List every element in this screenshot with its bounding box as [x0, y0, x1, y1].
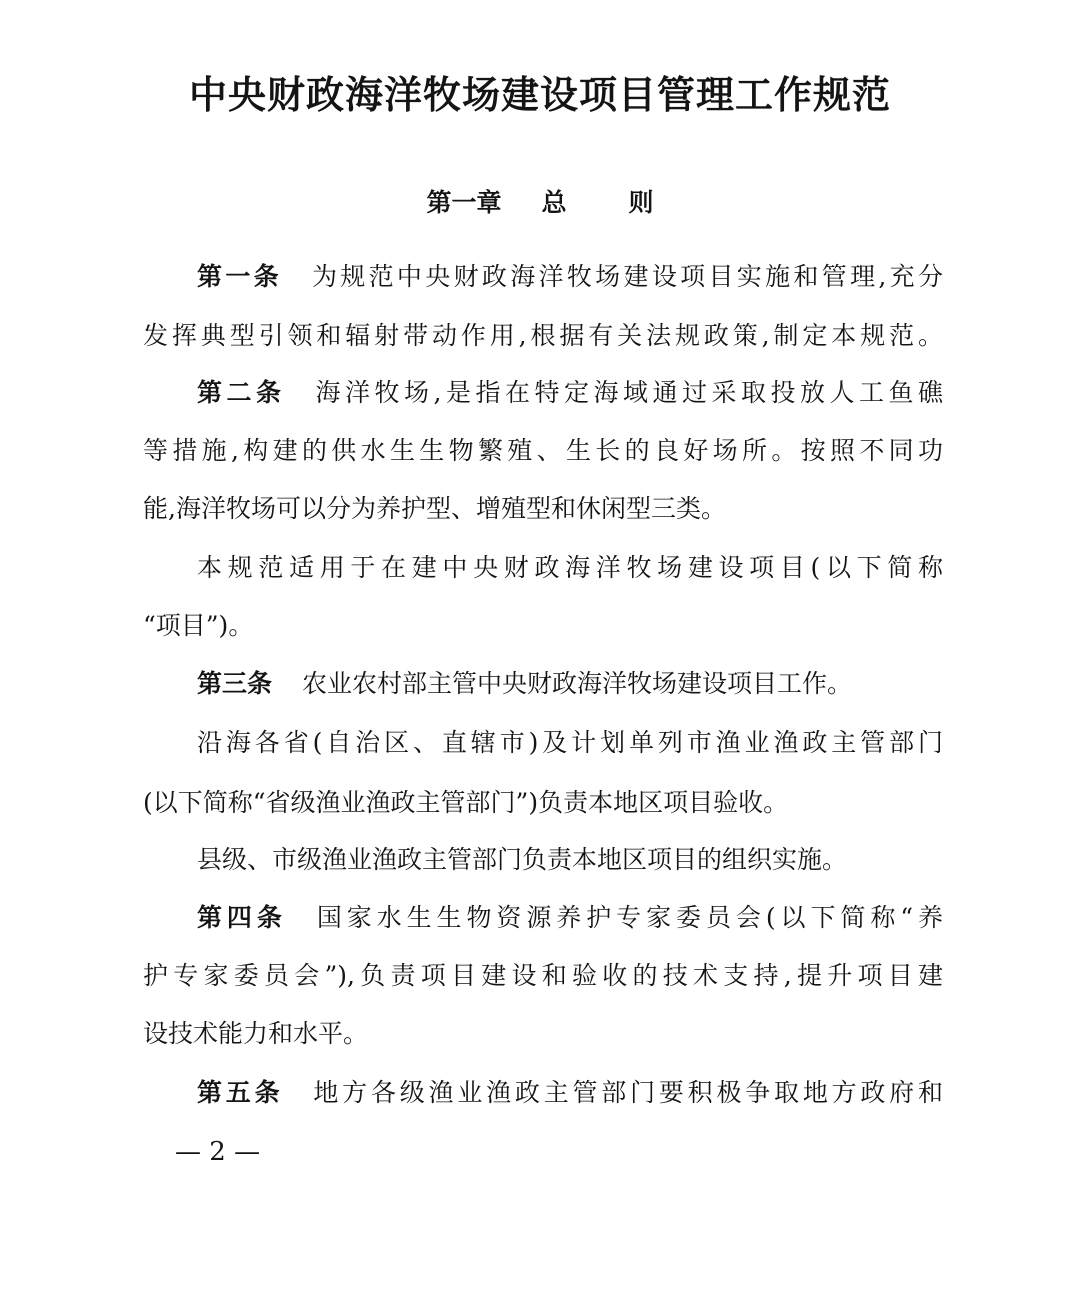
article-4-label: 第四条	[197, 903, 287, 932]
scope-line-1: 本规范适用于在建中央财政海洋牧场建设项目(以下简称	[197, 553, 943, 582]
article-1-text-1: 为规范中央财政海洋牧场建设项目实施和管理,充分	[311, 262, 943, 291]
scope-line-2: “项目”)。	[143, 611, 254, 640]
article-4-text-1: 国家水生生物资源养护专家委员会(以下简称“养	[316, 903, 943, 932]
article-1-line-1	[197, 260, 943, 294]
page-number: — 2 —	[175, 1137, 261, 1167]
article-5-label: 第五条	[197, 1078, 284, 1107]
article-2-line-1	[197, 376, 943, 410]
article-3-text-1: 农业农村部主管中央财政海洋牧场建设项目工作。	[302, 669, 853, 698]
article-5-text-1: 地方各级渔业渔政主管部门要积极争取地方政府和	[313, 1078, 943, 1107]
chapter-label: 第一章	[426, 188, 502, 217]
article-4-line-1	[197, 901, 943, 935]
provincial-line-2: (以下简称“省级渔业渔政主管部门”)负责本地区项目验收。	[143, 788, 789, 817]
chapter-name-part1: 总	[541, 188, 567, 217]
article-1-label: 第一条	[197, 262, 282, 291]
provincial-line-1: 沿海各省(自治区、直辖市)及计划单列市渔业渔政主管部门	[197, 728, 943, 757]
article-3-line-1	[197, 667, 943, 701]
article-2-text-1: 海洋牧场,是指在特定海域通过采取投放人工鱼礁	[315, 378, 943, 407]
document-title: 中央财政海洋牧场建设项目管理工作规范	[188, 72, 891, 117]
chapter-name-part2: 则	[628, 188, 654, 217]
article-4-line-3: 设技术能力和水平。	[143, 1019, 369, 1048]
article-3-label: 第三条	[197, 669, 273, 698]
article-4-line-2: 护专家委员会”),负责项目建设和验收的技术支持,提升项目建	[143, 961, 943, 990]
chapter-heading	[0, 183, 1080, 219]
article-5-line-1	[197, 1076, 943, 1110]
article-1-line-2: 发挥典型引领和辐射带动作用,根据有关法规政策,制定本规范。	[143, 321, 943, 350]
article-2-line-3: 能,海洋牧场可以分为养护型、增殖型和休闲型三类。	[143, 494, 726, 523]
article-2-line-2: 等措施,构建的供水生生物繁殖、生长的良好场所。按照不同功	[143, 436, 943, 465]
article-2-label: 第二条	[197, 378, 286, 407]
county-line-1: 县级、市级渔业渔政主管部门负责本地区项目的组织实施。	[197, 845, 848, 874]
